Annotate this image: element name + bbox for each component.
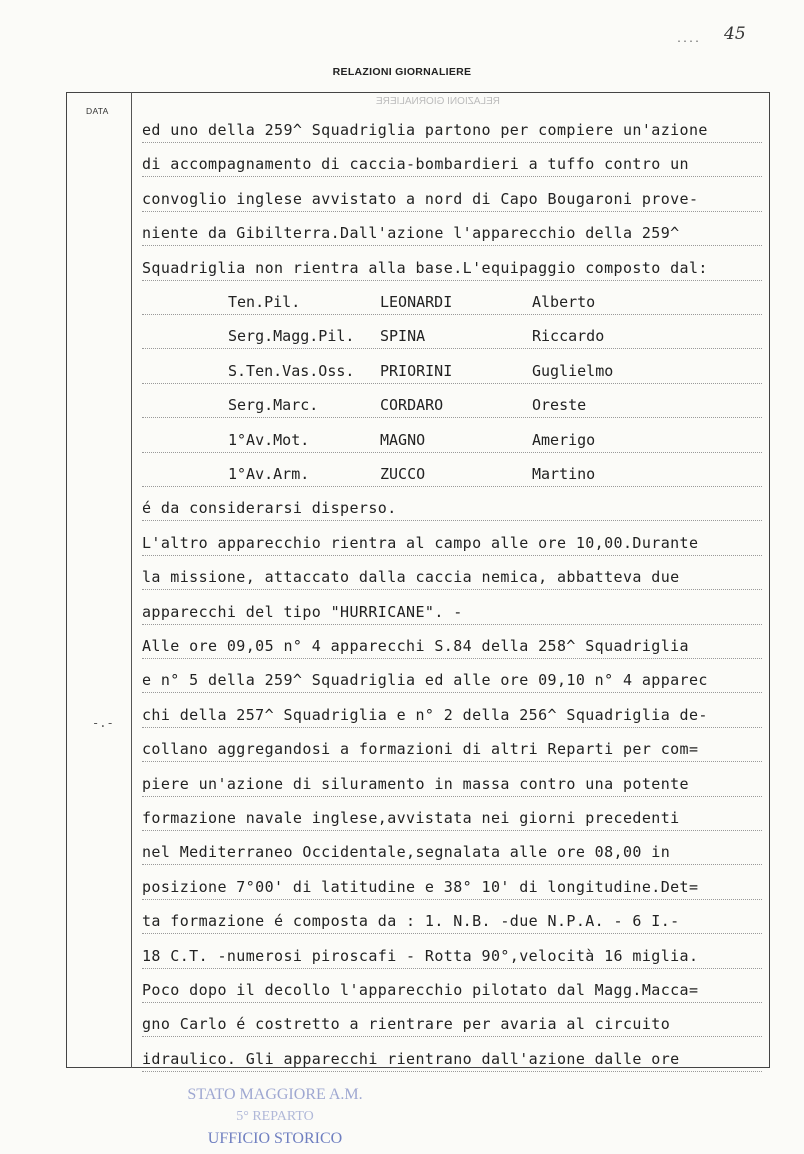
margin-mark: -.- xyxy=(92,716,114,730)
text-line: Alle ore 09,05 n° 4 apparecchi S.84 della 258^ Squadriglia xyxy=(142,634,762,659)
text-line: ta formazione é composta da : 1. N.B. -due N.P.A. - 6 I.- xyxy=(142,909,762,934)
text-line: piere un'azione di siluramento in massa contro una potente xyxy=(142,772,762,797)
crew-rank: Serg.Magg.Pil. xyxy=(228,327,355,346)
text-line: niente da Gibilterra.Dall'azione l'apparecchio della 259^ xyxy=(142,221,762,246)
page-title: RELAZIONI GIORNALIERE xyxy=(332,66,472,78)
text-line: gno Carlo é costretto a rientrare per avaria al circuito xyxy=(142,1012,762,1037)
text-line: Poco dopo il decollo l'apparecchio pilotato dal Magg.Macca= xyxy=(142,978,762,1003)
text-line: nel Mediterraneo Occidentale,segnalata alle ore 08,00 in xyxy=(142,840,762,865)
text-line: apparecchi del tipo "HURRICANE". - xyxy=(142,600,762,625)
crew-rank: Serg.Marc. xyxy=(228,396,319,415)
text-line: convoglio inglese avvistato a nord di Capo Bougaroni prove- xyxy=(142,187,762,212)
crew-firstname: Martino xyxy=(532,465,596,483)
text-line: formazione navale inglese,avvistata nei giorni precedenti xyxy=(142,806,762,831)
crew-firstname: Alberto xyxy=(532,293,596,311)
text-line: Squadriglia non rientra alla base.L'equipaggio composto dal: xyxy=(142,256,762,281)
stamp-line-3: UFFICIO STORICO xyxy=(207,1130,343,1147)
crew-rank: 1°Av.Arm. xyxy=(228,465,310,483)
crew-row xyxy=(142,290,762,315)
text-line: ed uno della 259^ Squadriglia partono per compiere un'azione xyxy=(142,118,762,143)
stamp-line-1: STATO MAGGIORE A.M. xyxy=(187,1086,363,1103)
crew-rank: S.Ten.Vas.Oss. xyxy=(228,361,355,380)
bleed-through-header: RELAZIONI GIORNALIERE xyxy=(376,96,500,107)
crew-surname: LEONARDI xyxy=(380,293,453,311)
stamp-line-2: 5° REPARTO xyxy=(236,1109,314,1124)
crew-firstname: Riccardo xyxy=(532,327,605,346)
crew-surname: CORDARO xyxy=(380,396,444,415)
archive-stamp xyxy=(170,1084,380,1150)
date-column xyxy=(66,92,132,1068)
text-line: 18 C.T. -numerosi piroscafi - Rotta 90°,velocità 16 miglia. xyxy=(142,944,762,969)
crew-surname: ZUCCO xyxy=(380,465,426,483)
text-line: collano aggregandosi a formazioni di altri Reparti per com= xyxy=(142,737,762,762)
text-line: idraulico. Gli apparecchi rientrano dall'azione dalle ore xyxy=(142,1047,762,1072)
text-line: L'altro apparecchio rientra al campo alle ore 10,00.Durante xyxy=(142,531,762,556)
crew-row xyxy=(142,428,762,453)
crew-surname: PRIORINI xyxy=(380,361,453,380)
crew-surname: MAGNO xyxy=(380,430,426,449)
crew-row xyxy=(142,462,762,487)
text-line: chi della 257^ Squadriglia e n° 2 della 256^ Squadriglia de- xyxy=(142,703,762,728)
text-line: é da considerarsi disperso. xyxy=(142,496,762,521)
crew-row xyxy=(142,359,762,384)
text-line: la missione, attaccato dalla caccia nemica, abbatteva due xyxy=(142,565,762,590)
crew-surname: SPINA xyxy=(380,327,426,346)
text-line: posizione 7°00' di latitudine e 38° 10' di longitudine.Det= xyxy=(142,875,762,900)
crew-firstname: Guglielmo xyxy=(532,361,614,380)
page-number: 45 xyxy=(724,24,746,44)
crew-firstname: Oreste xyxy=(532,396,587,415)
text-line: e n° 5 della 259^ Squadriglia ed alle ore 09,10 n° 4 apparec xyxy=(142,668,762,693)
crew-rank: 1°Av.Mot. xyxy=(228,430,310,449)
crew-rank: Ten.Pil. xyxy=(228,293,301,311)
text-line: di accompagnamento di caccia-bombardieri a tuffo contro un xyxy=(142,152,762,177)
date-label: DATA xyxy=(86,106,109,116)
crew-row xyxy=(142,393,762,418)
crew-firstname: Amerigo xyxy=(532,430,596,449)
page-mark: .... xyxy=(676,34,701,45)
crew-row xyxy=(142,324,762,349)
